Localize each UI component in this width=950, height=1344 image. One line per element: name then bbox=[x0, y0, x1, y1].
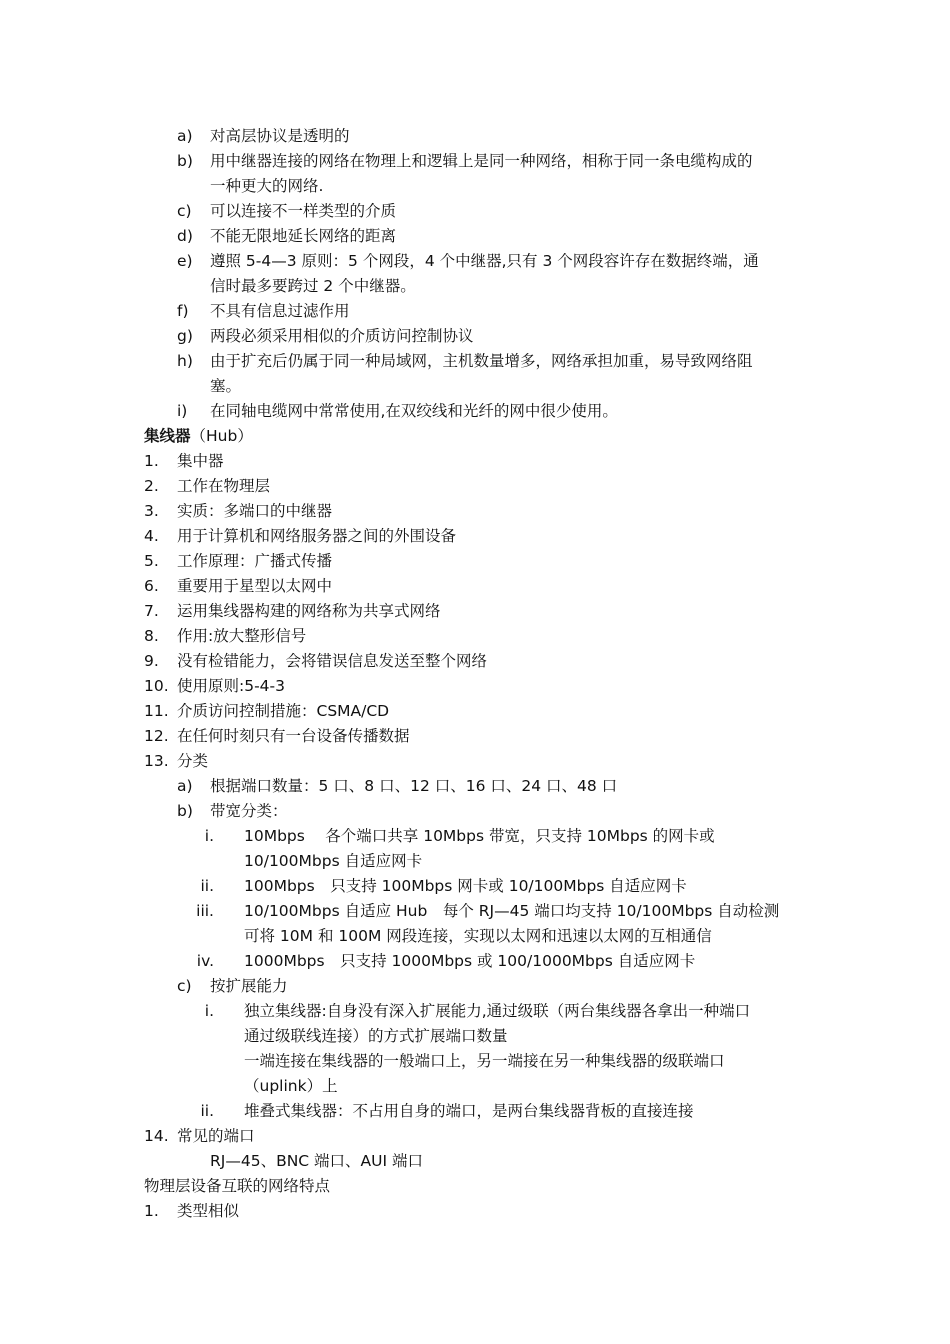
heading-text: 物理层设备互联的网络特点 bbox=[144, 1177, 331, 1195]
sub-list-item bbox=[0, 949, 950, 974]
sub-list-text: 10Mbps 各个端口共享 10Mbps 带宽，只支持 10Mbps 的网卡或 bbox=[244, 827, 715, 845]
list-marker: a) bbox=[177, 777, 193, 795]
list-text: 对高层协议是透明的 bbox=[210, 127, 350, 145]
numbered-item bbox=[0, 524, 950, 549]
numbered-item bbox=[0, 674, 950, 699]
list-text: 两段必须采用相似的介质访问控制协议 bbox=[210, 327, 474, 345]
list-text: 不具有信息过滤作用 bbox=[210, 302, 350, 320]
list-text: 带宽分类： bbox=[210, 802, 288, 820]
numbered-item bbox=[0, 449, 950, 474]
item-text: 常见的端口 bbox=[177, 1127, 255, 1145]
item-number: 6. bbox=[144, 577, 159, 595]
sub-list-item bbox=[0, 874, 950, 899]
item-text: 在任何时刻只有一台设备传播数据 bbox=[177, 727, 410, 745]
item-number: 11. bbox=[144, 702, 169, 720]
list-item bbox=[0, 249, 950, 299]
list-marker: i) bbox=[177, 402, 188, 420]
list-marker: f) bbox=[177, 302, 189, 320]
numbered-item bbox=[0, 1124, 950, 1149]
list-item bbox=[0, 224, 950, 249]
sub-list-text-continuation: 一端连接在集线器的一般端口上，另一端接在另一种集线器的级联端口 bbox=[244, 1052, 725, 1070]
item-number: 13. bbox=[144, 752, 169, 770]
numbered-item bbox=[0, 574, 950, 599]
numbered-item bbox=[0, 699, 950, 724]
list-text: 遵照 5-4—3 原则：5 个网段，4 个中继器,只有 3 个网段容许存在数据终端，通 bbox=[210, 252, 759, 270]
list-item bbox=[0, 974, 950, 999]
item-number: 1. bbox=[144, 1202, 159, 1220]
item-number: 5. bbox=[144, 552, 159, 570]
list-text-continuation: 一种更大的网络. bbox=[210, 177, 324, 195]
sub-list-text-continuation: 可将 10M 和 100M 网段连接，实现以太网和迅速以太网的互相通信 bbox=[244, 927, 712, 945]
list-marker: c) bbox=[177, 202, 192, 220]
item-text: 作用:放大整形信号 bbox=[177, 627, 307, 645]
list-marker: d) bbox=[177, 227, 193, 245]
sub-list-text: 100Mbps 只支持 100Mbps 网卡或 10/100Mbps 自适应网卡 bbox=[244, 877, 687, 895]
roman-marker: iv. bbox=[196, 952, 214, 970]
list-item bbox=[0, 774, 950, 799]
item-number: 14. bbox=[144, 1127, 169, 1145]
ports-text: RJ—45、BNC 端口、AUI 端口 bbox=[210, 1152, 423, 1170]
sub-list-item bbox=[0, 824, 950, 874]
section-heading bbox=[0, 1174, 950, 1199]
item-text: 介质访问控制措施：CSMA/CD bbox=[177, 702, 390, 720]
item-number: 7. bbox=[144, 602, 159, 620]
list-item bbox=[0, 299, 950, 324]
item-text: 用于计算机和网络服务器之间的外围设备 bbox=[177, 527, 457, 545]
list-text: 可以连接不一样类型的介质 bbox=[210, 202, 397, 220]
list-text-continuation: 信时最多要跨过 2 个中继器。 bbox=[210, 277, 416, 295]
numbered-item bbox=[0, 649, 950, 674]
list-item bbox=[0, 149, 950, 199]
item-text: 分类 bbox=[177, 752, 209, 770]
item-text: 集中器 bbox=[177, 452, 224, 470]
numbered-item bbox=[0, 624, 950, 649]
list-marker: a) bbox=[177, 127, 193, 145]
item-text: 工作原理：广播式传播 bbox=[177, 552, 333, 570]
item-text: 没有检错能力，会将错误信息发送至整个网络 bbox=[177, 652, 488, 670]
numbered-item bbox=[0, 749, 950, 774]
item-text: 工作在物理层 bbox=[177, 477, 271, 495]
list-marker: h) bbox=[177, 352, 193, 370]
sub-list-item bbox=[0, 1099, 950, 1124]
sub-list-text: 堆叠式集线器：不占用自身的端口，是两台集线器背板的直接连接 bbox=[244, 1102, 694, 1120]
list-marker: b) bbox=[177, 802, 193, 820]
numbered-item bbox=[0, 474, 950, 499]
ports-line bbox=[0, 1149, 950, 1174]
sub-list-text: 10/100Mbps 自适应 Hub 每个 RJ—45 端口均支持 10/100Mbps 自动检测 bbox=[244, 902, 780, 920]
item-number: 3. bbox=[144, 502, 159, 520]
list-item bbox=[0, 799, 950, 824]
list-text: 在同轴电缆网中常常使用,在双绞线和光纤的网中很少使用。 bbox=[210, 402, 618, 420]
roman-marker: i. bbox=[204, 1002, 214, 1020]
list-item bbox=[0, 349, 950, 399]
numbered-item bbox=[0, 599, 950, 624]
roman-marker: iii. bbox=[196, 902, 214, 920]
sub-list-text-continuation: 10/100Mbps 自适应网卡 bbox=[244, 852, 423, 870]
sub-list-text: 1000Mbps 只支持 1000Mbps 或 100/1000Mbps 自适应网卡 bbox=[244, 952, 696, 970]
item-text: 重要用于星型以太网中 bbox=[177, 577, 333, 595]
item-text: 使用原则:5-4-3 bbox=[177, 677, 285, 695]
list-item bbox=[0, 324, 950, 349]
list-item bbox=[0, 199, 950, 224]
item-number: 10. bbox=[144, 677, 169, 695]
sub-list-text-continuation: 通过级联线连接）的方式扩展端口数量 bbox=[244, 1027, 508, 1045]
heading-rest-text: （Hub） bbox=[190, 427, 253, 445]
sub-list-item bbox=[0, 899, 950, 949]
roman-marker: i. bbox=[204, 827, 214, 845]
sub-list-item bbox=[0, 999, 950, 1099]
list-text: 由于扩充后仍属于同一种局域网，主机数量增多，网络承担加重，易导致网络阻 bbox=[210, 352, 753, 370]
list-text-continuation: 塞。 bbox=[210, 377, 242, 395]
document-page bbox=[0, 124, 950, 1224]
item-number: 12. bbox=[144, 727, 169, 745]
item-text: 类型相似 bbox=[177, 1202, 240, 1220]
list-item bbox=[0, 399, 950, 424]
sub-list-text: 独立集线器:自身没有深入扩展能力,通过级联（两台集线器各拿出一种端口 bbox=[244, 1002, 751, 1020]
list-text: 不能无限地延长网络的距离 bbox=[210, 227, 397, 245]
list-marker: g) bbox=[177, 327, 193, 345]
numbered-item bbox=[0, 549, 950, 574]
list-marker: b) bbox=[177, 152, 193, 170]
roman-marker: ii. bbox=[200, 1102, 214, 1120]
section-heading bbox=[0, 424, 950, 449]
numbered-item bbox=[0, 1199, 950, 1224]
list-marker: c) bbox=[177, 977, 192, 995]
list-marker: e) bbox=[177, 252, 193, 270]
list-text: 用中继器连接的网络在物理上和逻辑上是同一种网络，相称于同一条电缆构成的 bbox=[210, 152, 753, 170]
numbered-item bbox=[0, 499, 950, 524]
item-text: 实质：多端口的中继器 bbox=[177, 502, 333, 520]
item-number: 8. bbox=[144, 627, 159, 645]
list-item bbox=[0, 124, 950, 149]
item-number: 4. bbox=[144, 527, 159, 545]
item-number: 1. bbox=[144, 452, 159, 470]
list-text: 按扩展能力 bbox=[210, 977, 288, 995]
roman-marker: ii. bbox=[200, 877, 214, 895]
item-number: 9. bbox=[144, 652, 159, 670]
item-text: 运用集线器构建的网络称为共享式网络 bbox=[177, 602, 441, 620]
item-number: 2. bbox=[144, 477, 159, 495]
heading-bold-text: 集线器 bbox=[144, 427, 191, 445]
numbered-item bbox=[0, 724, 950, 749]
sub-list-text-continuation: （uplink）上 bbox=[244, 1077, 338, 1095]
list-text: 根据端口数量：5 口、8 口、12 口、16 口、24 口、48 口 bbox=[210, 777, 618, 795]
